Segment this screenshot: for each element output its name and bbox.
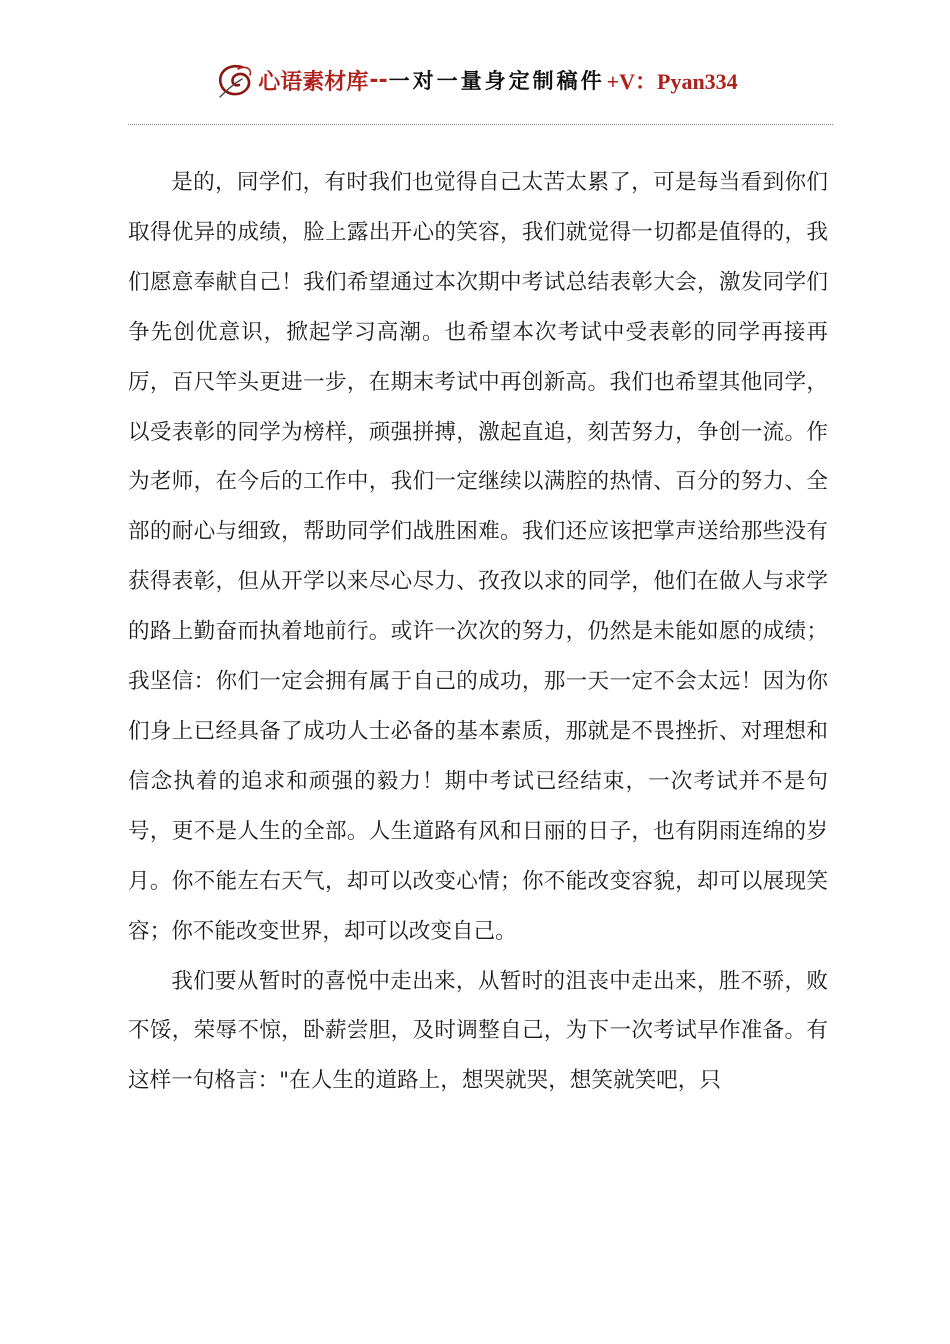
body-paragraph: 是的，同学们，有时我们也觉得自己太苦太累了，可是每当看到你们取得优异的成绩，脸上露出开心的笑容，我们就觉得一切都是值得的，我们愿意奉献自己！我们希望通过本次期中考试总结表彰大会，激发同学们争先创优意识，掀起学习高潮。也希望本次考试中受表彰的同学再接再厉，百尺竿头更进一步，在期末考试中再创新高。我们也希望其他同学，以受表彰的同学为榜样，顽强拼搏，激起直追，刻苦努力，争创一流。作为老师，在今后的工作中，我们一定继续以满腔的热情、百分的努力、全部的耐心与细致，帮助同学们战胜困难。我们还应该把掌声送给那些没有获得表彰，但从开学以来尽心尽力、孜孜以求的同学，他们在做人与求学的路上勤奋而执着地前行。或许一次次的努力，仍然是未能如愿的成绩；我坚信：你们一定会拥有属于自己的成功，那一天一定不会太远！因为你们身上已经具备了成功人士必备的基本素质，那就是不畏挫折、对理想和信念执着的追求和顽强的毅力！期中考试已经结束，一次考试并不是句号，更不是人生的全部。人生道路有风和日丽的日子，也有阴雨连绵的岁月。你不能左右天气，却可以改变心情；你不能改变容貌，却可以展现笑容；你不能改变世界，却可以改变自己。 [128,170,828,944]
page-header [0,58,950,102]
swirl-logo-icon [212,61,256,101]
brand-name: 心语素材库 [258,69,369,95]
header-tagline: 一对一量身定制稿件 [388,68,605,93]
header-banner [212,60,737,100]
document-body [128,158,828,1106]
header-contact: +V：Pyan334 [606,68,738,94]
header-divider [128,124,833,125]
header-separator: -- [369,67,388,93]
body-paragraph: 我们要从暂时的喜悦中走出来，从暂时的沮丧中走出来，胜不骄，败不馁，荣辱不惊，卧薪尝胆，及时调整自己，为下一次考试早作准备。有这样一句格言："在人生的道路上，想哭就哭，想笑就笑吧，只 [128,968,828,1094]
